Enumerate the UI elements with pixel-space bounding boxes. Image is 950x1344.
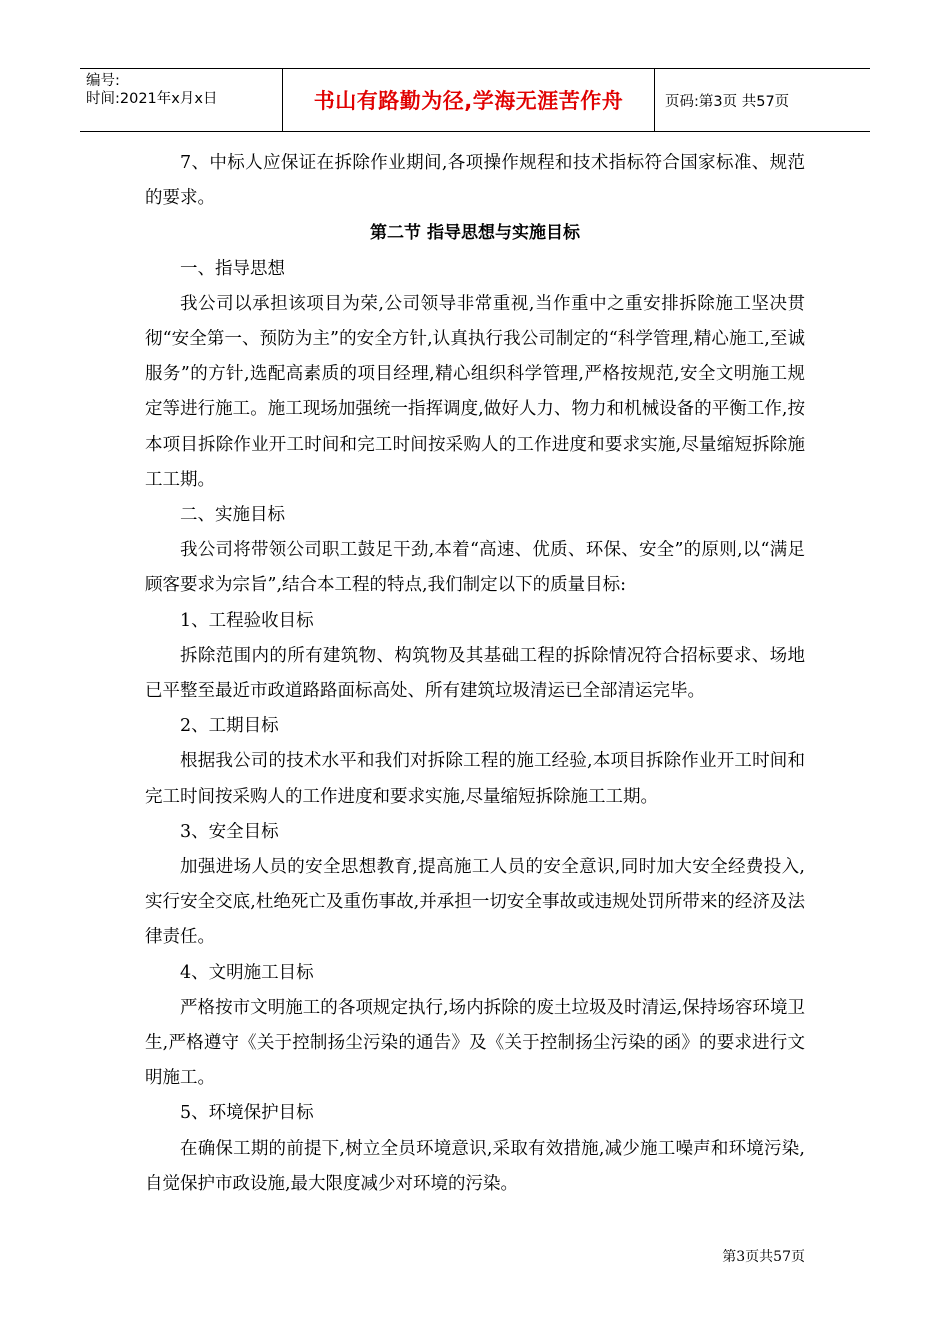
section-title: 第二节 指导思想与实施目标	[370, 223, 580, 244]
document-date: 时间:2021年x月x日	[86, 91, 218, 107]
subheading: 一、指导思想	[180, 258, 285, 279]
subheading: 二、实施目标	[180, 505, 285, 526]
subheading: 1、工程验收目标	[180, 610, 314, 631]
paragraph: 在确保工期的前提下,树立全员环境意识,采取有效措施,减少施工噪声和环境污染,自觉保护市政设施,最大限度减少对环境的污染。	[145, 1138, 805, 1194]
subheading: 2、工期目标	[180, 716, 279, 737]
paragraph: 根据我公司的技术水平和我们对拆除工程的施工经验,本项目拆除作业开工时间和完工时间按采购人的工作进度和要求实施,尽量缩短拆除施工工期。	[145, 751, 805, 807]
header-motto: 书山有路勤为径,学海无涯苦作舟	[282, 69, 655, 131]
page-footer: 第3页共57页	[722, 1249, 805, 1265]
paragraph: 我公司将带领公司职工鼓足干劲,本着“高速、优质、环保、安全”的原则,以“满足顾客要求为宗旨”,结合本工程的特点,我们制定以下的质量目标:	[145, 540, 805, 596]
document-number-label: 编号:	[86, 73, 120, 89]
subheading: 4、文明施工目标	[180, 962, 314, 983]
header-page-info: 页码:第3页 共57页	[665, 93, 790, 110]
header-meta	[80, 69, 282, 131]
paragraph: 我公司以承担该项目为荣,公司领导非常重视,当作重中之重安排拆除施工坚决贯彻“安全第一、预防为主”的安全方针,认真执行我公司制定的“科学管理,精心施工,至诚服务”的方针,选配高素质的项目经理,精心组织科学管理,严格按规范,安全文明施工规定等进行施工。施工现场加强统一指挥调度,做好人力、物力和机械设备的平衡工作,按本项目拆除作业开工时间和完工时间按采购人的工作进度和要求实施,尽量缩短拆除施工工期。	[145, 293, 805, 490]
subheading: 3、安全目标	[180, 821, 279, 842]
paragraph: 7、中标人应保证在拆除作业期间,各项操作规程和技术指标符合国家标准、规范的要求。	[145, 153, 805, 209]
paragraph: 加强进场人员的安全思想教育,提高施工人员的安全意识,同时加大安全经费投入,实行安全交底,杜绝死亡及重伤事故,并承担一切安全事故或违规处罚所带来的经济及法律责任。	[145, 857, 805, 948]
document-body	[145, 146, 805, 1202]
paragraph: 严格按市文明施工的各项规定执行,场内拆除的废土垃圾及时清运,保持场容环境卫生,严格遵守《关于控制扬尘污染的通告》及《关于控制扬尘污染的函》的要求进行文明施工。	[145, 997, 805, 1089]
subheading: 5、环境保护目标	[180, 1103, 314, 1124]
paragraph: 拆除范围内的所有建筑物、构筑物及其基础工程的拆除情况符合招标要求、场地已平整至最近市政道路路面标高处、所有建筑垃圾清运已全部清运完毕。	[145, 645, 805, 702]
page-header	[80, 68, 870, 132]
